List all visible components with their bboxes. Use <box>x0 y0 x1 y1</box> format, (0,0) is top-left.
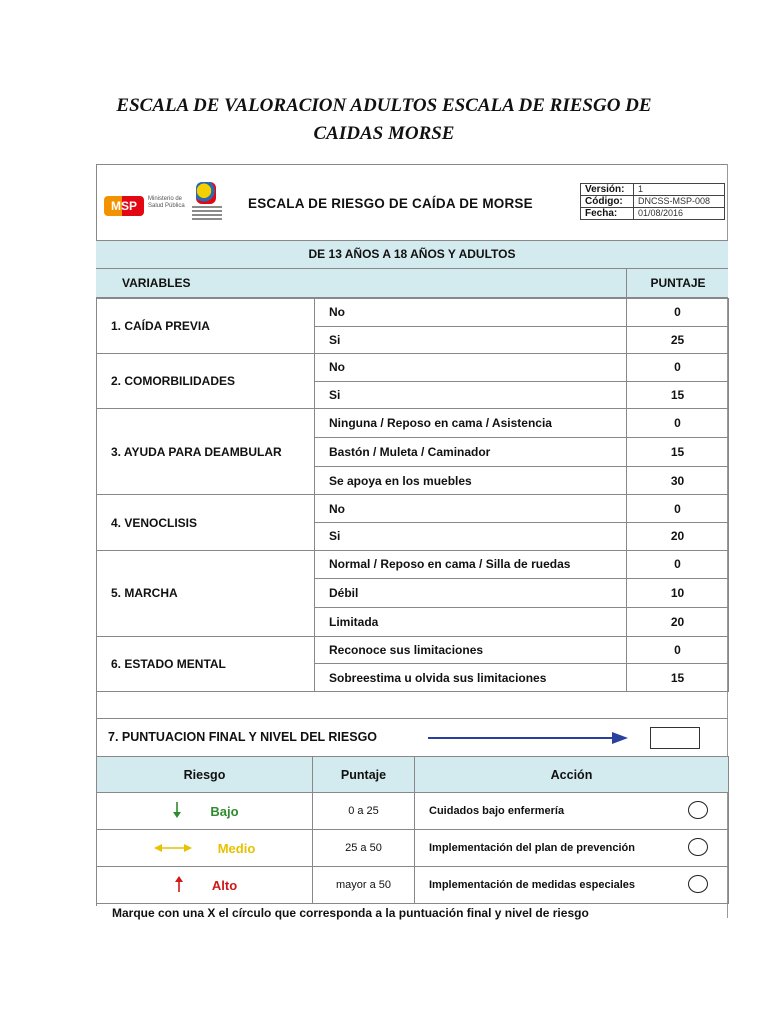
variable-option-score: 0 <box>627 409 729 438</box>
variable-option-label: Sobreestima u olvida sus limitaciones <box>315 664 627 692</box>
risk-level-label: Medio <box>217 840 256 856</box>
risk-level-cell <box>97 793 313 830</box>
code-label: Código: <box>581 196 634 208</box>
risk-level-cell <box>97 867 313 904</box>
variable-option-label: Si <box>315 326 627 354</box>
document-title <box>60 92 708 148</box>
variable-option-score: 0 <box>627 636 729 664</box>
variable-option-row <box>97 550 729 579</box>
variable-option-label: No <box>315 495 627 523</box>
risk-action-label: Implementación del plan de prevención <box>429 842 635 854</box>
final-score-box[interactable] <box>650 727 700 749</box>
risk-level-label: Bajo <box>210 803 239 819</box>
form-header <box>96 164 728 241</box>
risk-range: mayor a 50 <box>313 867 415 904</box>
final-score-row <box>96 718 728 757</box>
variable-name: 6. ESTADO MENTAL <box>97 636 315 691</box>
date-value: 01/08/2016 <box>634 208 725 220</box>
variable-option-label: Si <box>315 523 627 551</box>
msp-logo-mark: MSP <box>104 196 144 216</box>
variable-option-label: Normal / Reposo en cama / Silla de ruedas <box>315 550 627 579</box>
variable-option-row <box>97 299 729 327</box>
variable-name: 4. VENOCLISIS <box>97 495 315 550</box>
arrow-left-right-icon <box>154 841 192 856</box>
risk-level-cell <box>97 830 313 867</box>
variable-option-label: Bastón / Muleta / Caminador <box>315 438 627 467</box>
variable-option-label: Reconoce sus limitaciones <box>315 636 627 664</box>
footer-instruction: Marque con una X el círculo que corresponda a la puntuación final y nivel de riesgo <box>112 906 589 920</box>
arrow-up-icon <box>172 875 186 896</box>
variable-option-label: Si <box>315 381 627 409</box>
document-title-line-2: CAIDAS MORSE <box>313 123 455 144</box>
arrow-right-icon <box>428 737 616 739</box>
score-column-header: PUNTAJE <box>626 269 729 297</box>
variable-option-label: No <box>315 354 627 382</box>
document-title-line-1: ESCALA DE VALORACION ADULTOS ESCALA DE RIESGO DE <box>116 95 652 116</box>
variable-option-score: 30 <box>627 466 729 495</box>
variables-column-header: VARIABLES <box>122 276 191 290</box>
variable-option-score: 20 <box>627 608 729 637</box>
variable-option-row <box>97 354 729 382</box>
morse-form <box>96 164 728 918</box>
risk-action-cell <box>415 830 729 867</box>
variable-option-score: 15 <box>627 664 729 692</box>
variable-option-label: Débil <box>315 579 627 608</box>
version-row <box>581 184 725 196</box>
range-column-header: Puntaje <box>313 757 415 793</box>
document-control-table <box>580 183 725 220</box>
variable-option-score: 25 <box>627 326 729 354</box>
date-label: Fecha: <box>581 208 634 220</box>
variable-name: 5. MARCHA <box>97 550 315 636</box>
risk-level-label: Alto <box>211 877 238 893</box>
risk-row <box>97 867 729 904</box>
variable-option-score: 0 <box>627 354 729 382</box>
selection-circle[interactable] <box>688 875 708 893</box>
variable-option-label: Se apoya en los muebles <box>315 466 627 495</box>
variable-option-label: No <box>315 299 627 327</box>
risk-level-table <box>96 756 729 904</box>
arrow-right-head-icon <box>612 732 628 744</box>
version-value: 1 <box>634 184 725 196</box>
variables-table <box>96 298 729 692</box>
variable-option-label: Ninguna / Reposo en cama / Asistencia <box>315 409 627 438</box>
arrow-down-icon <box>170 801 184 822</box>
variable-name: 1. CAÍDA PREVIA <box>97 299 315 354</box>
form-title: ESCALA DE RIESGO DE CAÍDA DE MORSE <box>248 196 533 211</box>
variable-option-score: 15 <box>627 438 729 467</box>
code-row <box>581 196 725 208</box>
risk-range: 0 a 25 <box>313 793 415 830</box>
risk-action-label: Cuidados bajo enfermería <box>429 805 565 817</box>
selection-circle[interactable] <box>688 801 708 819</box>
selection-circle[interactable] <box>688 838 708 856</box>
variable-option-score: 0 <box>627 495 729 523</box>
msp-logo-name: Ministerio de Salud Pública <box>148 196 185 209</box>
government-logo-text <box>192 206 222 222</box>
risk-table-header <box>97 757 729 793</box>
variable-option-row <box>97 495 729 523</box>
variable-option-label: Limitada <box>315 608 627 637</box>
variable-name: 3. AYUDA PARA DEAMBULAR <box>97 409 315 495</box>
risk-row <box>97 830 729 867</box>
variable-option-score: 0 <box>627 550 729 579</box>
final-score-label: 7. PUNTUACION FINAL Y NIVEL DEL RIESGO <box>108 730 378 744</box>
msp-logo <box>104 194 190 220</box>
variable-option-score: 0 <box>627 299 729 327</box>
government-emblem-icon <box>196 182 216 204</box>
age-range-band: DE 13 AÑOS A 18 AÑOS Y ADULTOS <box>96 241 728 269</box>
risk-row <box>97 793 729 830</box>
risk-action-label: Implementación de medidas especiales <box>429 879 636 891</box>
risk-action-cell <box>415 793 729 830</box>
government-logo <box>192 182 222 226</box>
date-row <box>581 208 725 220</box>
version-label: Versión: <box>581 184 634 196</box>
variable-option-row <box>97 409 729 438</box>
variable-option-score: 20 <box>627 523 729 551</box>
risk-range: 25 a 50 <box>313 830 415 867</box>
variable-name: 2. COMORBILIDADES <box>97 354 315 409</box>
code-value: DNCSS-MSP-008 <box>634 196 725 208</box>
risk-action-cell <box>415 867 729 904</box>
variable-option-score: 10 <box>627 579 729 608</box>
variables-header <box>96 269 728 298</box>
variable-option-score: 15 <box>627 381 729 409</box>
variable-option-row <box>97 636 729 664</box>
action-column-header: Acción <box>415 757 729 793</box>
risk-column-header: Riesgo <box>97 757 313 793</box>
